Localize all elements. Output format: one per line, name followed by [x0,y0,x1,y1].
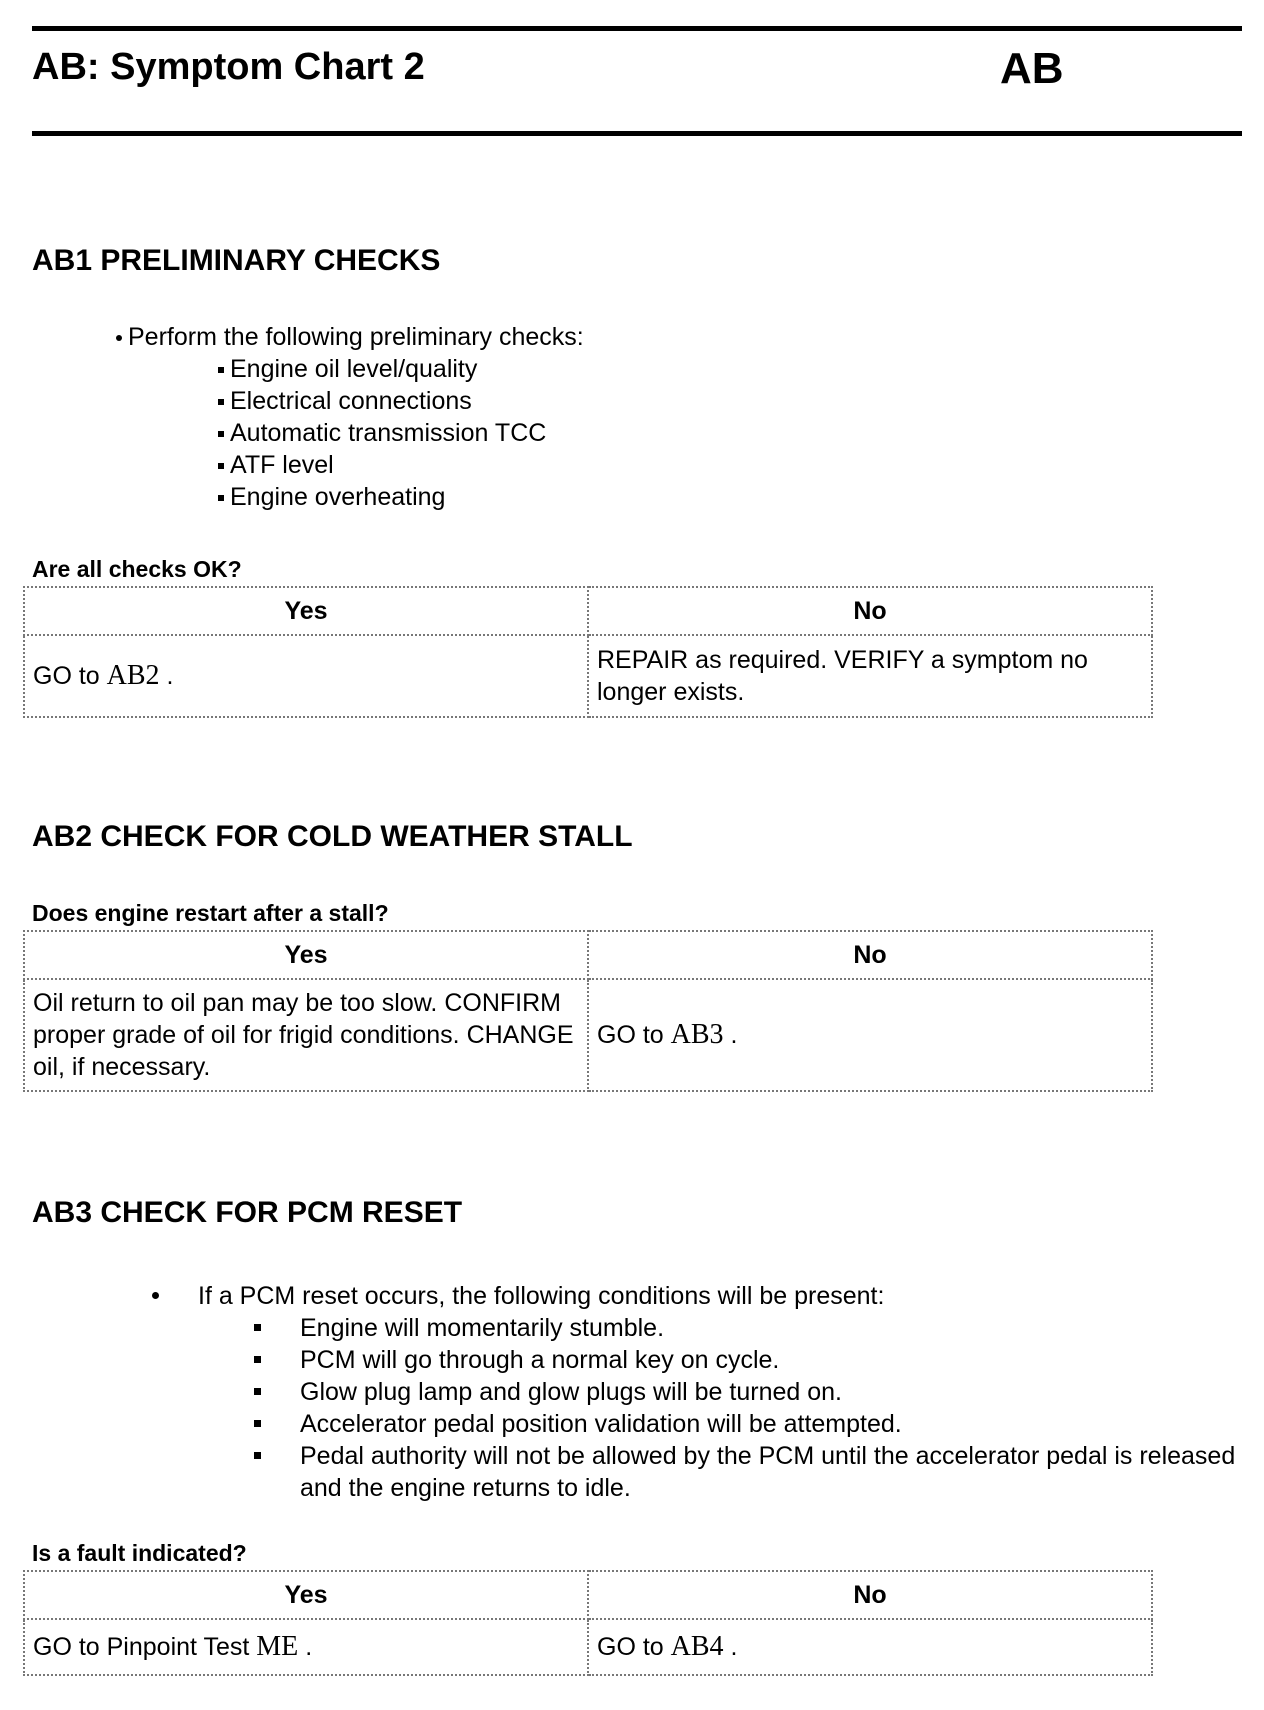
ab3-item: PCM will go through a normal key on cycle. [300,1346,780,1374]
ab3-item: Pedal authority will not be allowed by the PCM until the accelerator pedal is released and the engine returns to idle. [300,1442,1236,1502]
ab3-link[interactable]: AB3 [670,1019,724,1050]
yes-header: Yes [24,1571,588,1619]
ab1-item: ATF level [218,449,334,481]
yes-header: Yes [24,587,588,635]
ab1-item: Engine oil level/quality [218,353,477,385]
ab3-no-cell: GO to AB4 . [588,1619,1152,1675]
header-top-rule [32,26,1242,31]
header-bottom-rule [32,131,1242,136]
section-heading-ab1: AB1 PRELIMINARY CHECKS [32,244,441,277]
ab2-link[interactable]: AB2 [106,660,160,691]
square-bullet-icon [218,495,224,501]
square-bullet-icon [254,1388,261,1395]
ab1-item: Engine overheating [218,481,445,513]
ab3-intro: If a PCM reset occurs, the following conditions will be present: [198,1282,885,1310]
ab1-question: Are all checks OK? [32,556,242,582]
square-bullet-icon [254,1324,261,1331]
page-code: AB [1000,44,1064,93]
ab3-decision-table [23,1570,1153,1676]
ab3-item: Glow plug lamp and glow plugs will be turned on. [300,1378,842,1406]
page-title: AB: Symptom Chart 2 [32,46,425,88]
ab3-item: Engine will momentarily stumble. [300,1314,665,1342]
ab3-question: Is a fault indicated? [32,1540,247,1566]
bullet-icon [152,1292,159,1299]
ab1-decision-table [23,586,1153,718]
ab4-link[interactable]: AB4 [670,1631,724,1662]
bullet-icon [116,335,122,341]
ab1-item: Electrical connections [218,385,472,417]
square-bullet-icon [218,399,224,405]
square-bullet-icon [218,367,224,373]
section-heading-ab2: AB2 CHECK FOR COLD WEATHER STALL [32,820,633,853]
square-bullet-icon [254,1356,261,1363]
ab1-intro: Perform the following preliminary checks: [116,321,584,353]
table-header-row [24,587,1152,635]
table-header-row [24,1571,1152,1619]
table-row [24,635,1152,717]
ab2-no-cell: GO to AB3 . [588,979,1152,1091]
table-header-row [24,931,1152,979]
ab2-question: Does engine restart after a stall? [32,900,389,926]
no-header: No [588,587,1152,635]
ab2-yes-cell: Oil return to oil pan may be too slow. CONFIRM proper grade of oil for frigid conditions. CHANGE oil, if necessary. [24,979,588,1091]
ab1-no-cell: REPAIR as required. VERIFY a symptom no longer exists. [588,635,1152,717]
me-link[interactable]: ME [256,1631,299,1662]
table-row [24,979,1152,1091]
ab2-decision-table [23,930,1153,1092]
section-heading-ab3: AB3 CHECK FOR PCM RESET [32,1196,463,1229]
ab1-item: Automatic transmission TCC [218,417,546,449]
ab3-item: Accelerator pedal position validation will be attempted. [300,1410,902,1438]
table-row [24,1619,1152,1675]
no-header: No [588,1571,1152,1619]
yes-header: Yes [24,931,588,979]
ab1-yes-cell: GO to AB2 . [24,635,588,717]
no-header: No [588,931,1152,979]
ab3-yes-cell: GO to Pinpoint Test ME . [24,1619,588,1675]
square-bullet-icon [218,463,224,469]
square-bullet-icon [254,1420,261,1427]
square-bullet-icon [254,1452,261,1459]
square-bullet-icon [218,431,224,437]
